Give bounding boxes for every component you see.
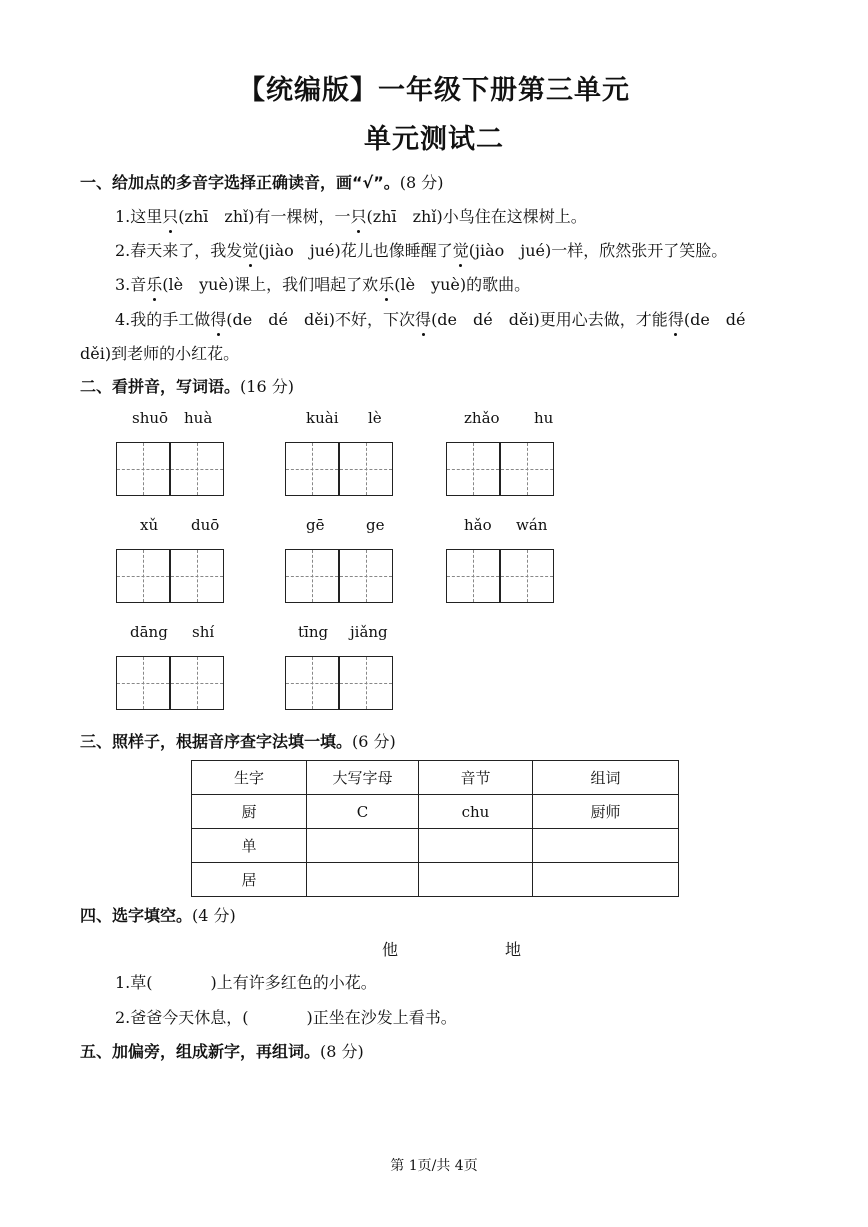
pinyin-1b: huà — [184, 409, 213, 427]
section-5-heading: 五、加偏旁，组成新字，再组词。(8 分) — [80, 1042, 364, 1061]
writing-box[interactable] — [446, 442, 500, 496]
writing-box[interactable] — [500, 442, 554, 496]
pinyin-3a: zhǎo — [464, 409, 500, 427]
answer-cell[interactable] — [419, 829, 533, 863]
s1-question-1: 1.这里只(zhī zhǐ)有一棵树，一只(zhī zhǐ)小鸟住在这棵树上。 — [115, 207, 587, 226]
s1-question-4-cont: děi)到老师的小红花。 — [80, 344, 240, 363]
section-3-heading: 三、照样子，根据音序查字法填一填。(6 分) — [80, 732, 396, 751]
pinyin-5a: gē — [306, 516, 325, 534]
pinyin-7a: dāng — [130, 623, 168, 641]
writing-box[interactable] — [339, 549, 393, 603]
pinyin-3b: hu — [534, 409, 554, 427]
table-header: 生字 — [192, 761, 307, 795]
table-header-row — [192, 761, 679, 795]
section-4-heading: 四、选字填空。(4 分) — [80, 906, 236, 925]
pinyin-6b: wán — [516, 516, 548, 534]
pinyin-1a: shuō — [132, 409, 169, 427]
pinyin-8b: jiǎng — [350, 623, 388, 641]
page-title: 【统编版】一年级下册第三单元 — [238, 75, 630, 106]
writing-box[interactable] — [446, 549, 500, 603]
writing-box[interactable] — [170, 549, 224, 603]
pinyin-4a: xǔ — [140, 516, 159, 534]
s4-question-2: 2.爸爸今天休息，( )正坐在沙发上看书。 — [115, 1008, 457, 1027]
table-cell: 厨 — [192, 795, 307, 829]
pinyin-4b: duō — [191, 516, 220, 534]
s4-question-1: 1.草( )上有许多红色的小花。 — [115, 973, 377, 992]
option-2: 地 — [505, 940, 522, 959]
option-1: 他 — [382, 940, 399, 959]
writing-box[interactable] — [116, 549, 170, 603]
writing-box[interactable] — [339, 442, 393, 496]
s1-question-2: 2.春天来了，我发觉(jiào jué)花儿也像睡醒了觉(jiào jué)一样，欣然张开了笑脸。 — [115, 241, 728, 260]
table-cell: chu — [419, 795, 533, 829]
table-cell: 厨师 — [533, 795, 679, 829]
writing-box[interactable] — [170, 656, 224, 710]
answer-cell[interactable] — [419, 863, 533, 897]
writing-box[interactable] — [116, 442, 170, 496]
writing-box[interactable] — [500, 549, 554, 603]
table-row — [192, 829, 679, 863]
page-footer: 第 1页/共 4页 — [390, 1158, 478, 1174]
section-1-heading: 一、给加点的多音字选择正确读音，画“√”。(8 分) — [80, 173, 444, 192]
answer-cell[interactable] — [307, 863, 419, 897]
section-2-heading: 二、看拼音，写词语。(16 分) — [80, 377, 294, 396]
table-cell: 居 — [192, 863, 307, 897]
pinyin-7b: shí — [192, 623, 215, 641]
writing-box[interactable] — [285, 549, 339, 603]
s1-question-3: 3.音乐(lè yuè)课上，我们唱起了欢乐(lè yuè)的歌曲。 — [115, 275, 531, 294]
table-header: 组词 — [533, 761, 679, 795]
pinyin-6a: hǎo — [464, 516, 492, 534]
pinyin-5b: ge — [366, 516, 385, 534]
answer-cell[interactable] — [533, 863, 679, 897]
table-row — [192, 863, 679, 897]
answer-cell[interactable] — [533, 829, 679, 863]
writing-box[interactable] — [285, 442, 339, 496]
writing-box[interactable] — [116, 656, 170, 710]
writing-box[interactable] — [285, 656, 339, 710]
pinyin-2a: kuài — [306, 409, 339, 427]
writing-box[interactable] — [170, 442, 224, 496]
lookup-table — [191, 760, 679, 897]
table-header: 大写字母 — [307, 761, 419, 795]
table-cell: 单 — [192, 829, 307, 863]
table-row — [192, 795, 679, 829]
writing-box[interactable] — [339, 656, 393, 710]
table-cell: C — [307, 795, 419, 829]
s1-question-4: 4.我的手工做得(de dé děi)不好，下次得(de dé děi)更用心去做，才能得(de dé — [115, 310, 746, 329]
answer-cell[interactable] — [307, 829, 419, 863]
page-subtitle: 单元测试二 — [364, 124, 504, 155]
pinyin-2b: lè — [368, 409, 382, 427]
table-header: 音节 — [419, 761, 533, 795]
pinyin-8a: tīng — [298, 623, 329, 641]
